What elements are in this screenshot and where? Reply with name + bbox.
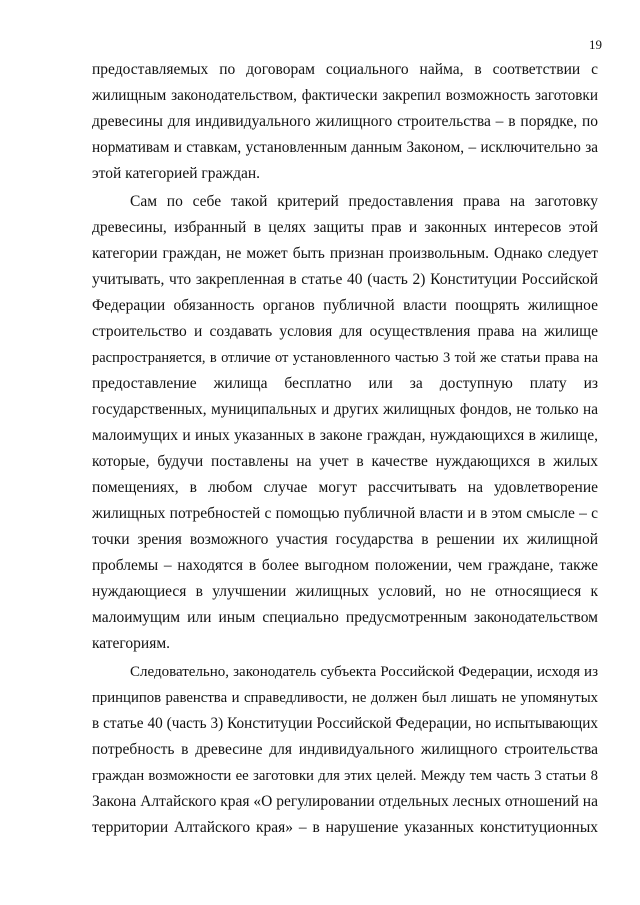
paragraph-3 (92, 659, 598, 841)
text-line: древесины для индивидуального жилищного строительства – в порядке, по (92, 113, 598, 130)
text-line: категориям. (92, 635, 171, 652)
text-line: древесины, избранный в целях защиты прав и законных интересов этой (92, 219, 598, 236)
text-line: Закона Алтайского края «О регулировании отдельных лесных отношений на (92, 793, 598, 810)
text-line: малоимущих и иных указанных в законе граждан, нуждающихся в жилище, (92, 427, 598, 444)
text-line: в статье 40 (часть 3) Конституции Российской Федерации, но испытывающих (92, 715, 598, 732)
text-line: государственных, муниципальных и других жилищных фондов, не только на (92, 401, 598, 418)
text-line: распространяется, в отличие от установленного частью 3 той же статьи права на (92, 350, 598, 366)
text-line: жилищных потребностей с помощью публичной власти и в этом смысле – с (92, 505, 598, 522)
text-line: потребность в древесине для индивидуального жилищного строительства (92, 741, 598, 758)
text-line: нормативам и ставкам, установленным данным Законом, – исключительно за (92, 139, 598, 156)
text-line: нуждающиеся в улучшении жилищных условий, но не относящиеся к (92, 583, 598, 600)
text-line: Следовательно, законодатель субъекта Российской Федерации, исходя из (130, 664, 598, 680)
text-line: этой категорией граждан. (92, 165, 261, 182)
text-line: малоимущим или иным специально предусмотренным законодательством (92, 609, 598, 626)
text-line: Сам по себе такой критерий предоставления права на заготовку (130, 193, 598, 210)
text-line: принципов равенства и справедливости, не должен был лишать не упомянутых (92, 690, 598, 706)
text-line: территории Алтайского края» – в нарушение указанных конституционных (92, 819, 598, 836)
text-line: жилищным законодательством, фактически закрепил возможность заготовки (92, 87, 598, 104)
paragraph-1 (92, 57, 598, 187)
body-text (92, 57, 598, 841)
text-line: предоставляемых по договорам социального найма, в соответствии с (92, 61, 598, 78)
text-line: которые, будучи поставлены на учет в качестве нуждающихся в жилых (92, 453, 598, 470)
text-line: Федерации обязанность органов публичной власти поощрять жилищное (92, 297, 598, 314)
text-line: учитывать, что закрепленная в статье 40 (часть 2) Конституции Российской (92, 271, 598, 288)
text-line: проблемы – находятся в более выгодном положении, чем граждане, также (92, 557, 598, 574)
text-line: точки зрения возможного участия государства в решении их жилищной (92, 531, 598, 548)
text-line: категории граждан, не может быть признан произвольным. Однако следует (92, 245, 598, 262)
text-line: предоставление жилища бесплатно или за доступную плату из (92, 375, 598, 392)
paragraph-2 (92, 189, 598, 657)
text-line: строительство и создавать условия для осуществления права на жилище (92, 323, 598, 340)
page-number: 19 (589, 37, 602, 52)
text-line: помещениях, в любом случае могут рассчитывать на удовлетворение (92, 479, 598, 496)
text-line: граждан возможности ее заготовки для этих целей. Между тем часть 3 статьи 8 (92, 768, 598, 784)
